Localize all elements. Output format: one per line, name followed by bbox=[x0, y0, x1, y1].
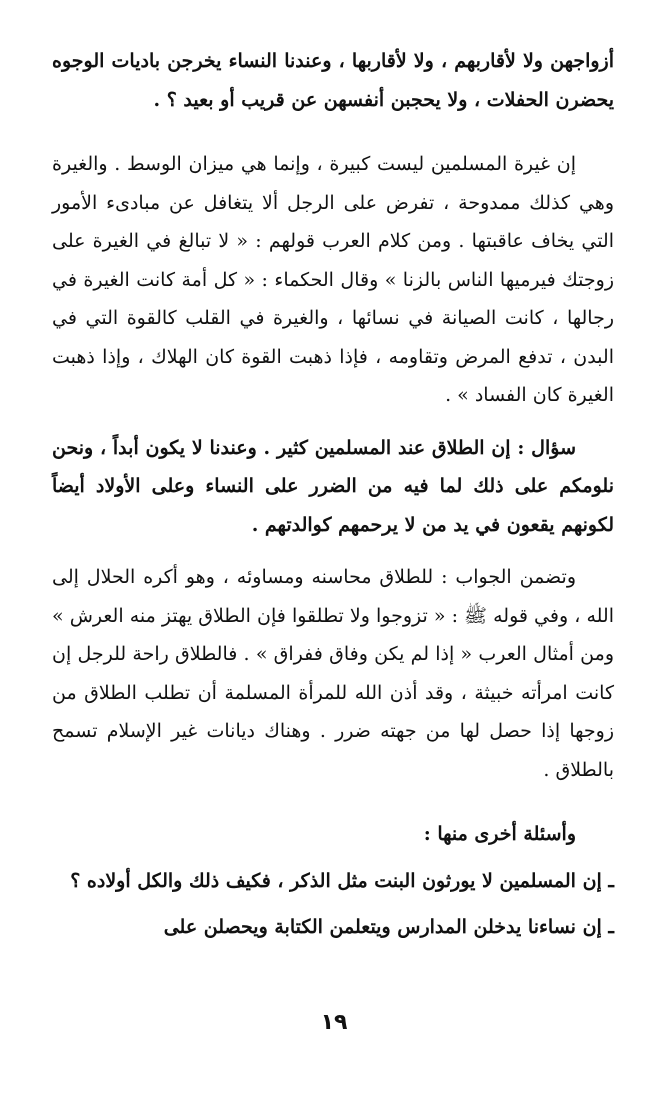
page-number: ١٩ bbox=[320, 1010, 348, 1035]
paragraph-jealousy-answer: إن غيرة المسلمين ليست كبيرة ، وإنما هي ميزان الوسط . والغيرة وهي كذلك ممدوحة ، تفرض على الرجل ألا يتغافل عن مبادىء الأمور التي يخاف عاقبتها . ومن كلام العرب قولهم : « لا تبالغ في الغيرة على زوجتك فيرميها الناس بالزنا » وقال الحكماء : « كل أمة كانت الغيرة في رجالها ، كانت الصيانة في نسائها ، والغيرة في القلب كالقوة التي في البدن ، تدفع المرض وتقاومه ، فإذا ذهبت القوة كان الهلاك ، وإذا ذهبت الغيرة كان الفساد » . bbox=[52, 153, 614, 406]
paragraph-divorce-answer: وتضمن الجواب : للطلاق محاسنه ومساوئه ، وهو أكره الحلال إلى الله ، وفي قوله ﷺ : « تزوجوا ولا تطلقوا فإن الطلاق يهتز منه العرش » ومن أمثال العرب « إذا لم يكن وفاق ففراق » . فالطلاق راحة للرجل إن كانت امرأته خبيثة ، وقد أذن الله للمرأة المسلمة أن تطلب الطلاق من زوجها إذا حصل لها من جهته ضرر . وهناك ديانات غير الإسلام تسمح بالطلاق . bbox=[52, 566, 614, 781]
list-item-inheritance-question: ـ إن المسلمين لا يورثون البنت مثل الذكر ، فكيف ذلك والكل أولاده ؟ bbox=[70, 869, 614, 892]
paragraph-other-questions-heading: وأسئلة أخرى منها : bbox=[423, 823, 576, 845]
paragraph-divorce-question: سؤال : إن الطلاق عند المسلمين كثير . وعندنا لا يكون أبداً ، ونحن نلومكم على ذلك لما فيه من الضرر على النساء وعلى الأولاد أيضاً لكونهم يقعون في يد من لا يرحمهم كوالدتهم . bbox=[52, 436, 614, 536]
list-item-education-question: ـ إن نساءنا يدخلن المدارس ويتعلمن الكتابة ويحصلن على bbox=[163, 916, 614, 938]
page-body bbox=[52, 42, 614, 947]
paragraph-intro-continuation: أزواجهن ولا لأقاربهم ، ولا لأقاربها ، وعندنا النساء يخرجن باديات الوجوه يحضرن الحفلات ، ولا يحجبن أنفسهن عن قريب أو بعيد ؟ . bbox=[52, 50, 614, 111]
